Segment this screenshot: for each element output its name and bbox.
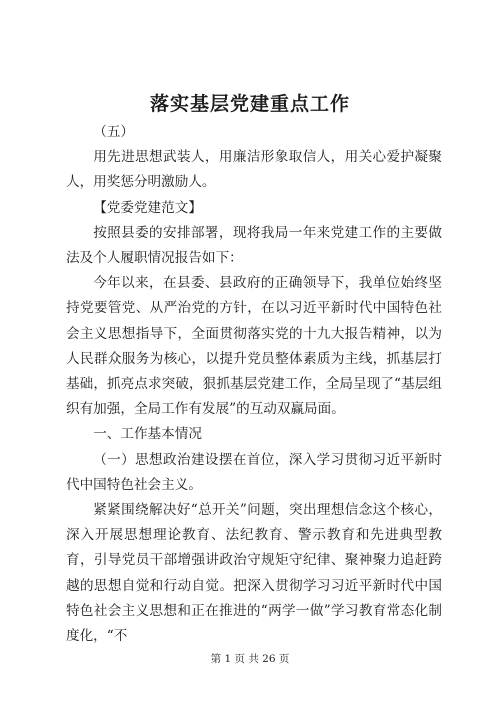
section-heading-basic-situation: 一、工作基本情况 (93, 426, 202, 443)
subsection-heading-ideology: （一）思想政治建设摆在首位，深入学习贯彻习近平新时代中国特色社会主义。 (66, 451, 442, 493)
page-footer: 第 1 页 共 26 页 (210, 653, 290, 665)
paragraph-motto: 用先进思想武装人，用廉洁形象取信人，用关心爱护凝聚人，用奖惩分明激励人。 (66, 149, 442, 191)
paragraph-intro: 按照县委的安排部署，现将我局一年来党建工作的主要做法及个人履职情况报告如下： (66, 224, 442, 267)
paragraph-category-label: 【党委党建范文】 (93, 199, 202, 216)
paragraph-ideology-details: 紧紧围绕解决好“总开关”问题，突出理想信念这个核心，深入开展思想理论教育、法纪教育、警示教育和先进典型教育，引导党员干部增强讲政治守规矩守纪律、聚神聚力追赶跨越的思想自觉和行动自觉。把深入贯彻学习习近平新时代中国特色社会主义思想和正在推进的“两学一做”学习教育常态化制度化，“不 (66, 502, 442, 645)
document-body (66, 120, 442, 649)
paragraph-section-number: （五） (93, 124, 134, 140)
paragraph-overview: 今年以来，在县委、县政府的正确领导下，我单位始终坚持党要管党、从严治党的方针，在以习近平新时代中国特色社会主义思想指导下，全面贯彻落实党的十九大报告精神，以为人民群众服务为核心，以提升党员整体素质为主线，抓基层打基础，抓亮点求突破，狠抓基层党建工作，全局呈现了“基层组织有加强，全局工作有发展”的互动双赢局面。 (66, 275, 442, 418)
document-title: 落实基层党建重点工作 (149, 93, 350, 115)
